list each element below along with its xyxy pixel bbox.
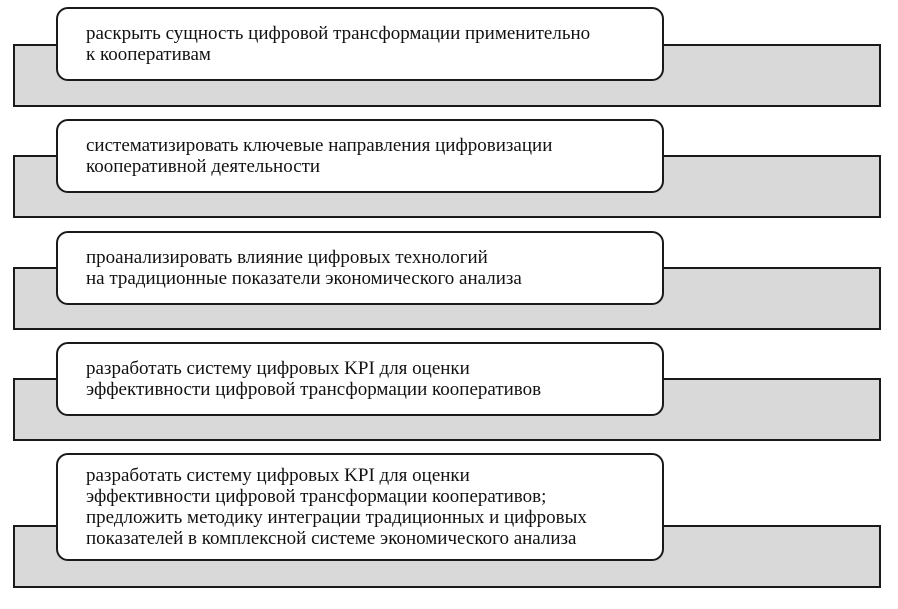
task-text: проанализировать влияние цифровых технологий на традиционные показатели экономического анализа	[86, 247, 522, 289]
task-text: разработать систему цифровых KPI для оценки эффективности цифровой трансформации кооперативов; предложить методику интеграции традиционных и цифровых показателей в комплексной системе экономического анализа	[86, 465, 587, 549]
task-text: разработать систему цифровых KPI для оценки эффективности цифровой трансформации кооперативов	[86, 358, 542, 400]
task-text: раскрыть сущность цифровой трансформации применительно к кооперативам	[86, 23, 591, 65]
task-box	[56, 342, 664, 416]
task-text: систематизировать ключевые направления цифровизации кооперативной деятельности	[86, 135, 553, 177]
task-box	[56, 7, 664, 81]
task-box	[56, 119, 664, 193]
task-box	[56, 453, 664, 561]
task-box	[56, 231, 664, 305]
